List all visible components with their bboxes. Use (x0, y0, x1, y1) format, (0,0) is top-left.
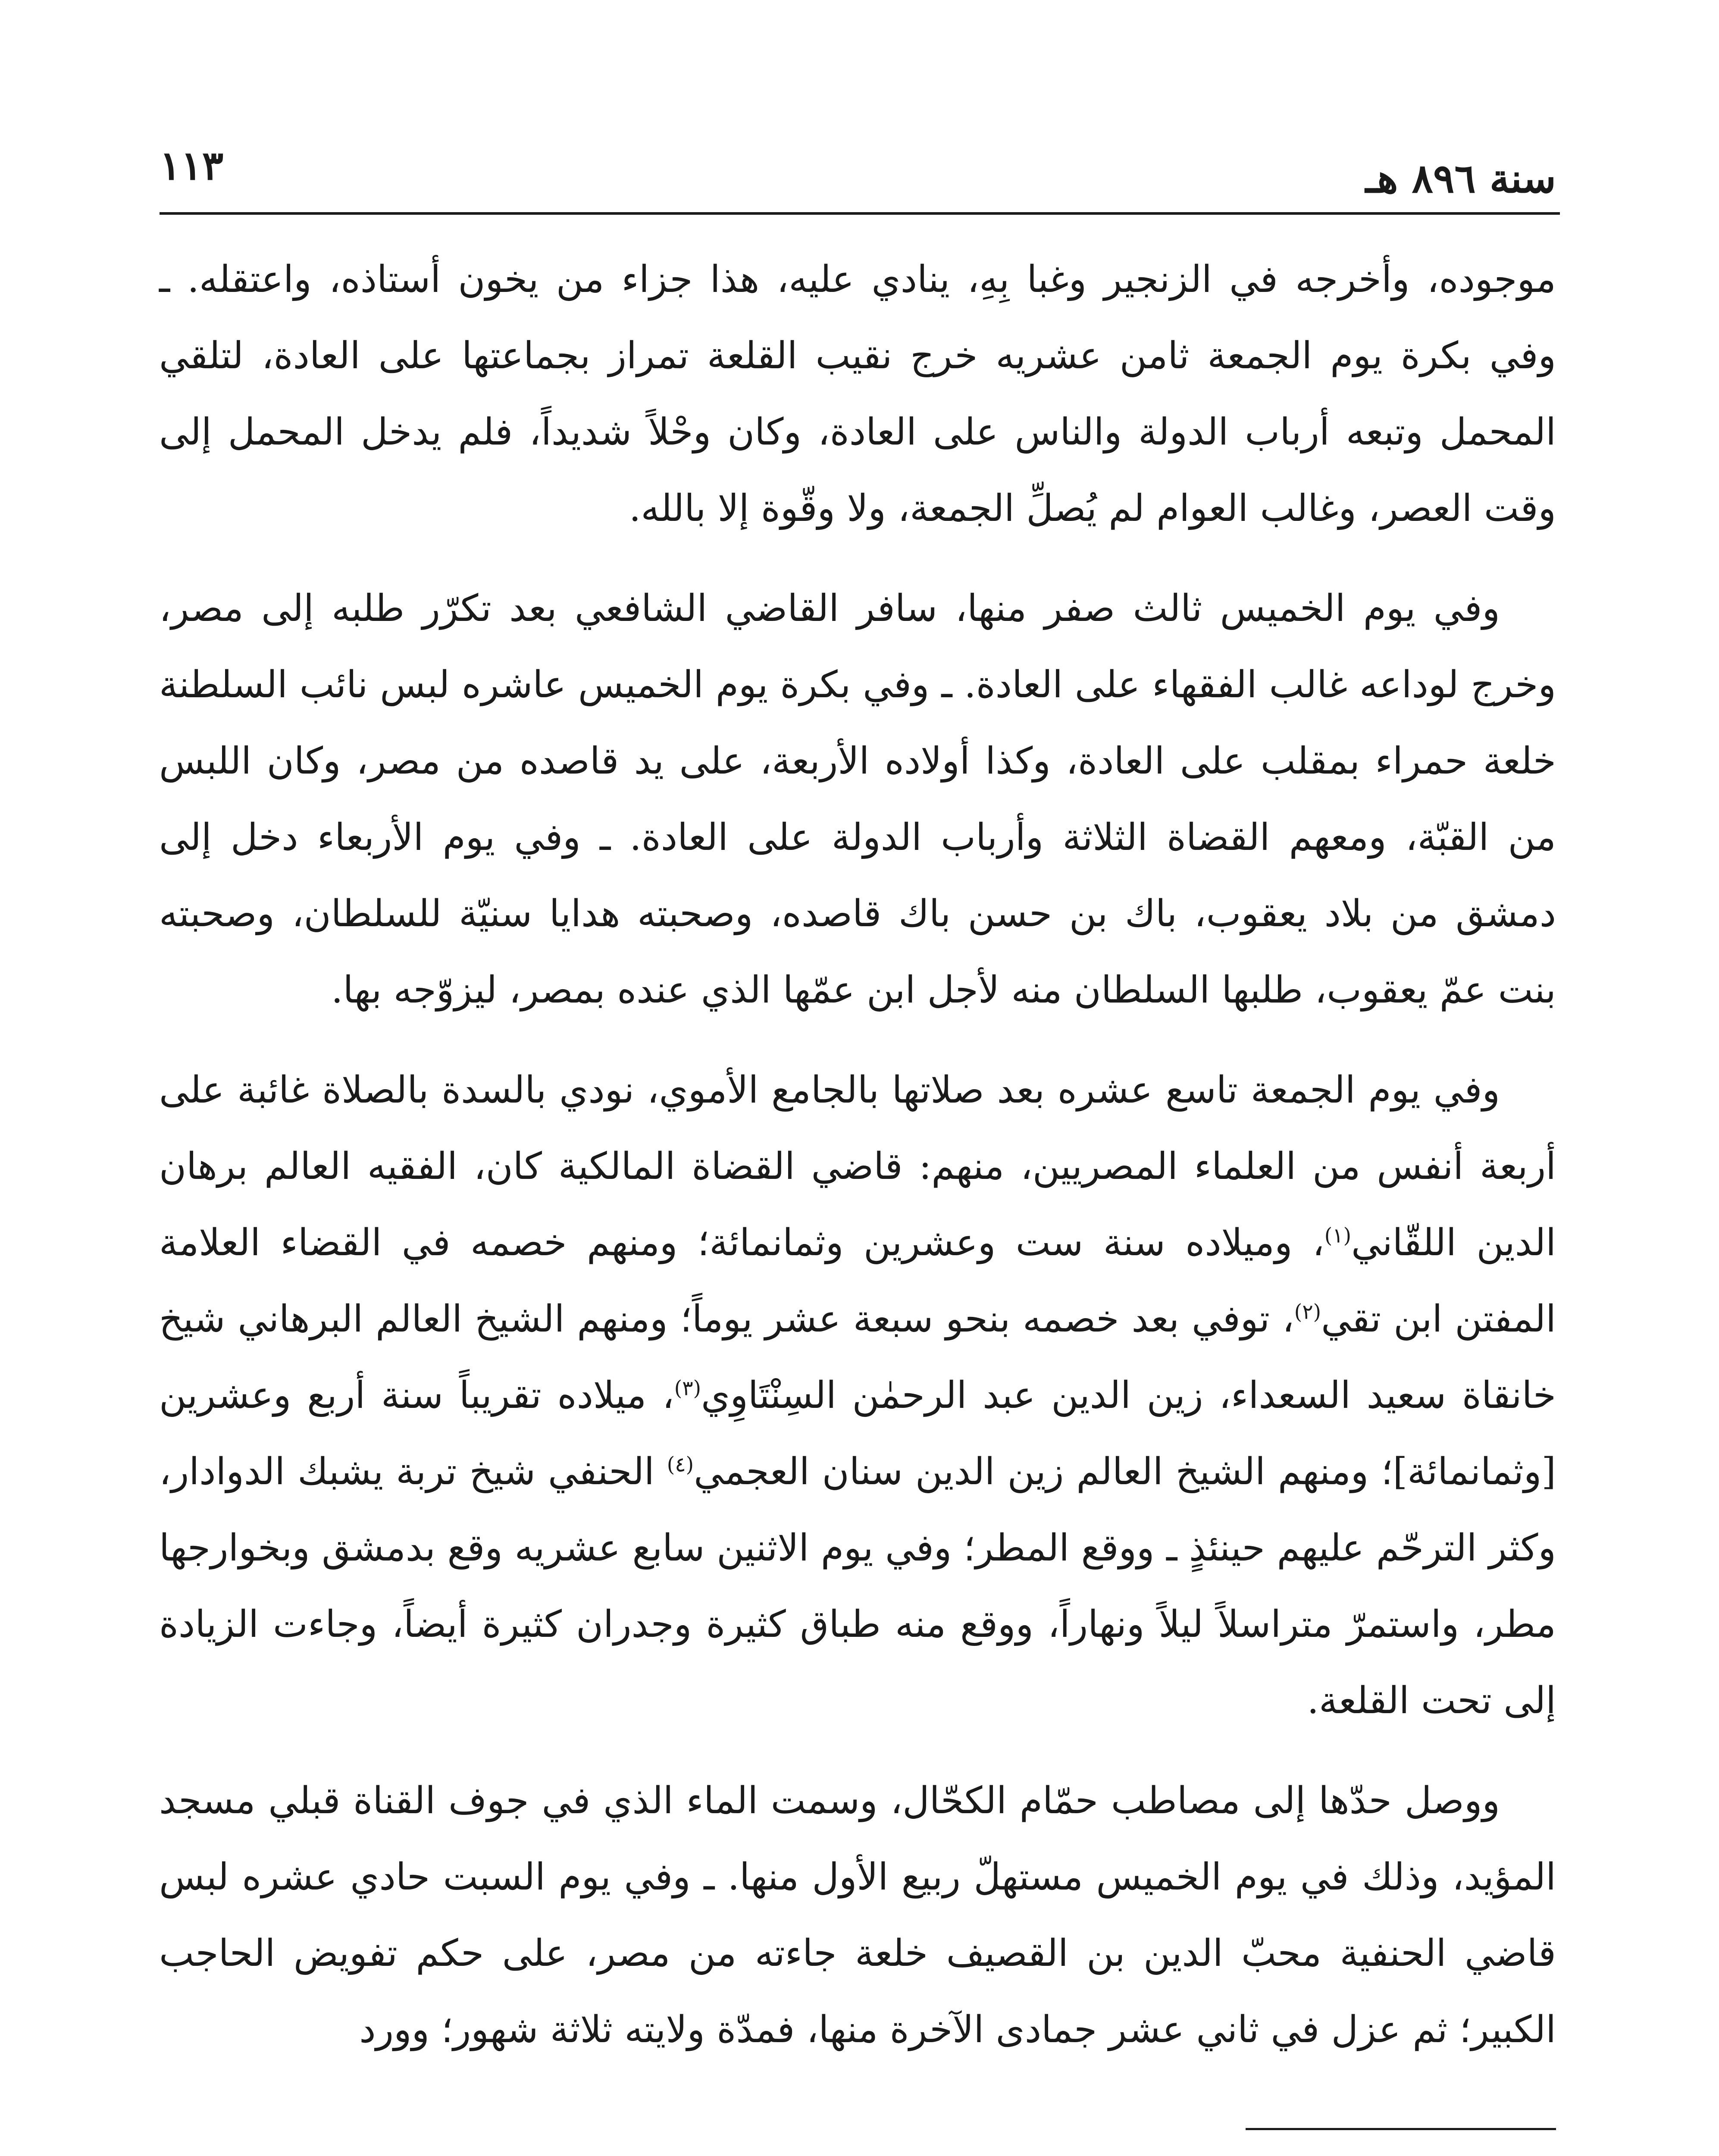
header-rule (160, 212, 1560, 215)
paragraph-3-part: ، وميلاده سنة ست وعشرين وثمانمائة؛ ومنهم خصمه في القضاء العلامة المفتن ابن تقي (159, 1221, 1556, 1341)
paragraph-4: ووصل حدّها إلى مصاطب حمّام الكحّال، وسمت الماء الذي في جوف القناة قبلي مسجد المؤيد، وذلك في يوم الخميس مستهلّ ربيع الأول منها. ـ وفي يوم السبت حادي عشره لبس قاضي الحنفية محبّ الدين بن القصيف خلعة جاءته من مصر، على حكم تفويض الحاجب الكبير؛ ثم عزل في ثاني عشر جمادى الآخرة منها، فمدّة ولايته ثلاثة شهور؛ وورد (159, 1779, 1556, 2051)
running-head-year: سنة ٨٩٦ هـ (1365, 155, 1556, 202)
page-number: ١١٣ (160, 142, 224, 189)
paragraph-3-part: وفي يوم الجمعة تاسع عشره بعد صلاتها بالجامع الأموي، نودي بالسدة بالصلاة غائبة على أربعة أنفس من العلماء المصريين، منهم: قاضي القضاة المالكية كان، الفقيه العالم برهان الدين اللقّاني (159, 1069, 1556, 1264)
body-text (159, 241, 1556, 2092)
paragraph-2: وفي يوم الخميس ثالث صفر منها، سافر القاضي الشافعي بعد تكرّر طلبه إلى مصر، وخرج لوداعه غالب الفقهاء على العادة. ـ وفي بكرة يوم الخميس عاشره لبس نائب السلطنة خلعة حمراء بمقلب على العادة، وكذا أولاده الأربعة، على يد قاصده من مصر، وكان اللبس من القبّة، ومعهم القضاة الثلاثة وأرباب الدولة على العادة. ـ وفي يوم الأربعاء دخل إلى دمشق من بلاد يعقوب، باك بن حسن باك قاصده، وصحبته هدايا سنيّة للسلطان، وصحبته بنت عمّ يعقوب، طلبها السلطان منه لأجل ابن عمّها الذي عنده بمصر، ليزوّجه بها. (159, 587, 1556, 1012)
footnote-ref-4: (٤) (667, 1453, 694, 1477)
footnote-ref-1: (١) (1324, 1224, 1352, 1248)
paragraph-3-part: ، ميلاده تقريباً سنة أربع وعشرين [وثمانمائة]؛ ومنهم الشيخ العالم زين الدين سنان العجمي (159, 1374, 1556, 1493)
footnote-rule (1246, 2128, 1556, 2130)
paragraph-3-part: ، توفي بعد خصمه بنحو سبعة عشر يوماً؛ ومنهم الشيخ العالم البرهاني شيخ خانقاة سعيد السعداء، زين الدين عبد الرحمٰن السِنْتَاوِي (159, 1297, 1556, 1417)
footnote-ref-3: (٣) (674, 1376, 701, 1401)
paragraph-1: موجوده، وأخرجه في الزنجير وغبا بِهِ، ينادي عليه، هذا جزاء من يخون أستاذه، واعتقله. ـ وفي بكرة يوم الجمعة ثامن عشريه خرج نقيب القلعة تمراز بجماعتها على العادة، لتلقي المحمل وتبعه أرباب الدولة والناس على العادة، وكان وحْلاً شديداً، فلم يدخل المحمل إلى وقت العصر، وغالب العوام لم يُصلِّ الجمعة، ولا وقّوة إلا بالله. (159, 258, 1556, 530)
paragraph-3 (159, 1052, 1556, 1739)
paragraph-3-part: الحنفي شيخ تربة يشبك الدوادار، وكثر الترحّم عليهم حينئذٍ ـ ووقع المطر؛ وفي يوم الاثنين سابع عشريه وقع بدمشق وبخوارجها مطر، واستمرّ متراسلاً ليلاً ونهاراً، ووقع منه طباق كثيرة وجدران كثيرة أيضاً، وجاءت الزيادة إلى تحت القلعة. (159, 1450, 1556, 1722)
footnote-ref-2: (٢) (1294, 1300, 1321, 1324)
